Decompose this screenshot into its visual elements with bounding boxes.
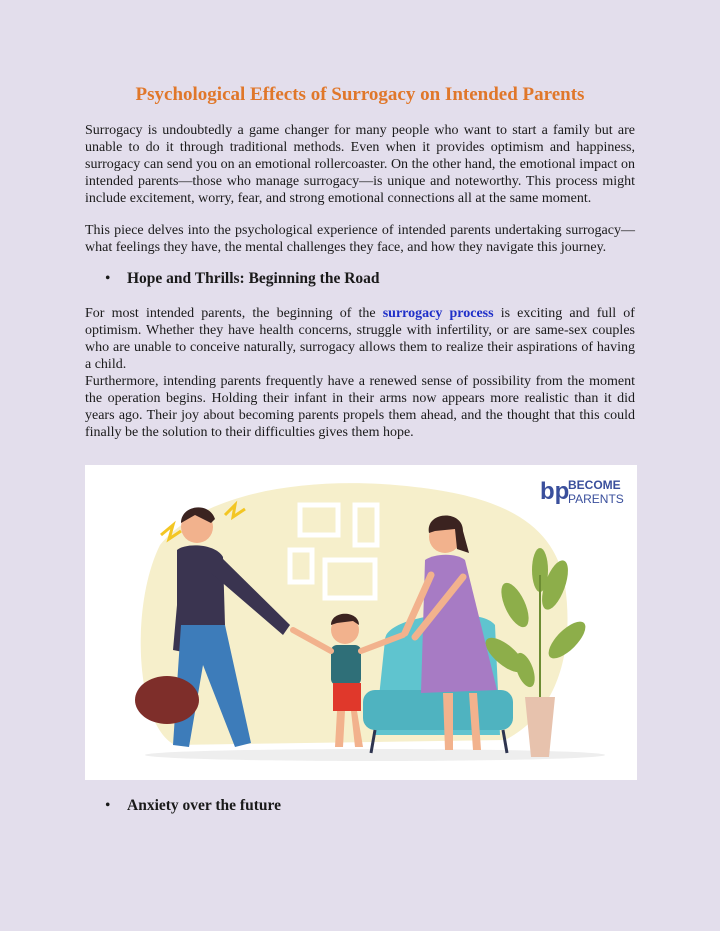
section-1-paragraph-1 [85, 305, 635, 373]
bullet-marker: • [105, 270, 111, 287]
section-heading-anxiety-text: Anxiety over the future [127, 797, 281, 814]
section-heading-hope [105, 270, 380, 288]
family-illustration [85, 465, 637, 780]
logo-mark: bp [540, 478, 570, 505]
section-heading-anxiety [105, 797, 281, 815]
section-1-paragraph-2: Furthermore, intending parents frequently have a renewed sense of possibility from the moment the operation begins. Holding their infant in their arms now appears more realistic than it did years ago. Their joy about becoming parents propels them ahead, and the thought that this could finally be the solution to their difficulties gives them hope. [85, 374, 635, 440]
intro-paragraph-1: Surrogacy is undoubtedly a game changer for many people who want to start a family but are unable to do it through traditional methods. Even when it provides optimism and happiness, surrogacy can send you on an emotional rollercoaster. On the other hand, the emotional impact on intended parents—those who manage surrogacy—is unique and noteworthy. This process might include excitement, worry, fear, and strong emotional connections all at the same moment. [85, 123, 635, 206]
section-heading-hope-text: Hope and Thrills: Beginning the Road [127, 270, 380, 287]
bullet-marker: • [105, 797, 111, 814]
para-text-after-link: is exciting and full of optimism. Whether they have health concerns, struggle with infertility, or are same-sex couples who are unable to conceive naturally, surrogacy allows them to realize their aspirations of having a child. [85, 306, 635, 372]
logo-line-1: BECOME [568, 478, 621, 492]
bag [135, 676, 199, 724]
child-shirt [331, 645, 361, 685]
plant-pot [525, 697, 555, 757]
child-shorts [333, 683, 361, 711]
para-text-before-link: For most intended parents, the beginning of the [85, 306, 383, 321]
surrogacy-process-link[interactable]: surrogacy process [382, 306, 494, 321]
logo-line-2: PARENTS [568, 492, 624, 506]
intro-paragraph-2: This piece delves into the psychological experience of intended parents undertaking surrogacy—what feelings they have, the mental challenges they face, and how they navigate this journey. [85, 223, 635, 255]
family-illustration-svg [85, 465, 637, 780]
armchair-seat [363, 690, 513, 730]
become-parents-logo [540, 478, 624, 506]
page-title: Psychological Effects of Surrogacy on Intended Parents [135, 84, 585, 105]
